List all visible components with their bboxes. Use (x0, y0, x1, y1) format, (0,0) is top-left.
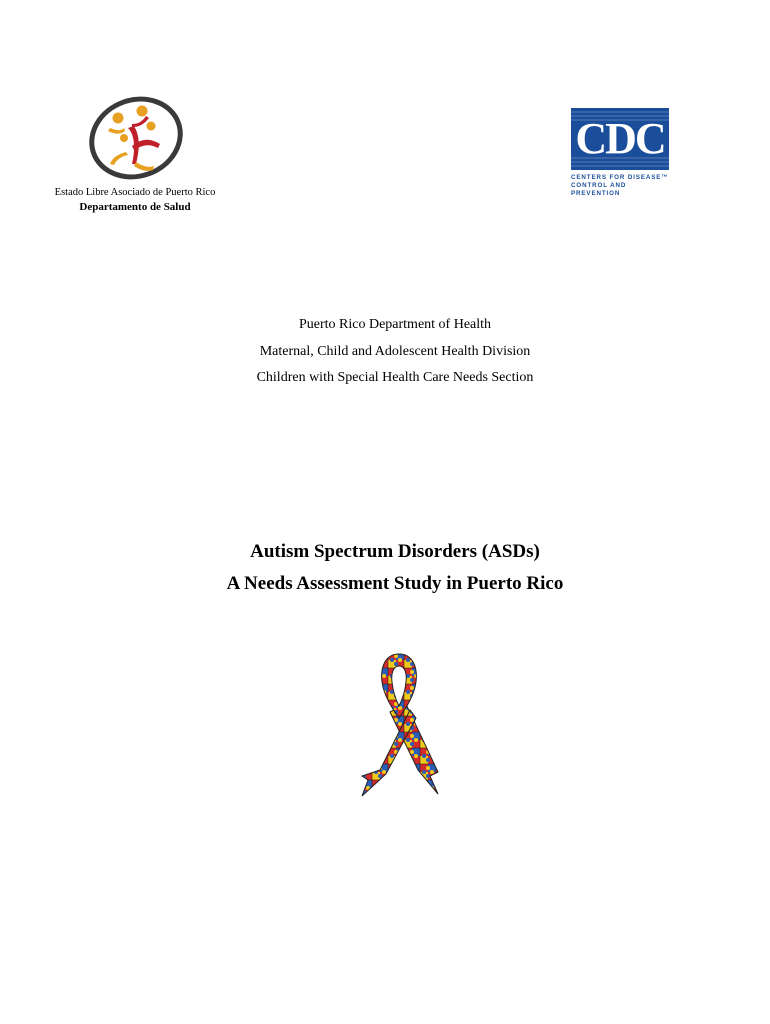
org-line-departamento: Departamento de Salud (79, 201, 191, 213)
document-title (0, 536, 770, 600)
department-line: Puerto Rico Department of Health (298, 317, 492, 332)
cdc-logo (571, 108, 675, 197)
cdc-tagline (571, 174, 675, 198)
cdc-logo-box (571, 108, 669, 170)
division-line: Maternal, Child and Adolescent Health Division (259, 343, 531, 359)
title-line-2: A Needs Assessment Study in Puerto Rico (226, 573, 564, 594)
title-line-1: Autism Spectrum Disorders (ASDs) (250, 541, 540, 562)
autism-awareness-puzzle-ribbon-icon (356, 652, 442, 798)
org-line-estado: Estado Libre Asociado de Puerto Rico (54, 187, 216, 198)
section-line: Children with Special Health Care Needs Section (256, 370, 534, 385)
organization-name (40, 186, 230, 214)
puerto-rico-health-logo (88, 94, 188, 182)
cdc-tagline-line1: CENTERS FOR DISEASE™ (571, 174, 669, 181)
department-info (0, 312, 770, 392)
cdc-letters: CDC (575, 114, 665, 163)
cdc-tagline-line2: CONTROL AND PREVENTION (571, 182, 627, 197)
